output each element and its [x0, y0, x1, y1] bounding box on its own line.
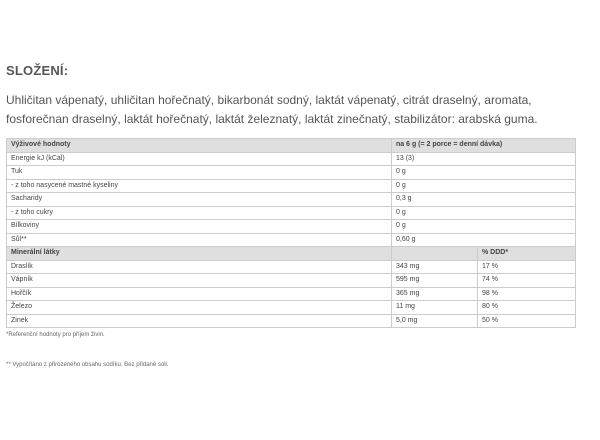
mineral-label-cell: Draslík: [7, 260, 392, 274]
minerals-row: [7, 314, 576, 328]
mineral-label-cell: Zinek: [7, 314, 392, 328]
nutrition-header-label: Výživové hodnoty: [7, 139, 392, 153]
footnote-reference-values: *Referenční hodnoty pro příjem živin.: [6, 332, 105, 338]
nutrition-label-cell: - z toho cukry: [7, 206, 392, 220]
footnote-salt: ** Vypočítáno z přirozeného obsahu sodíku. Bez přidané soli.: [6, 362, 169, 368]
mineral-ddd-cell: 74 %: [478, 274, 576, 288]
mineral-label-cell: Hořčík: [7, 287, 392, 301]
nutrition-value-cell: 0,3 g: [392, 193, 576, 207]
nutrition-label-cell: - z toho nasycené mastné kyseliny: [7, 179, 392, 193]
nutrition-table-body: [7, 139, 576, 328]
section-heading: SLOŽENÍ:: [6, 63, 69, 78]
nutrition-header-value: na 6 g (= 2 porce = denní dávka): [392, 139, 576, 153]
mineral-ddd-cell: 80 %: [478, 301, 576, 315]
mineral-amount-cell: 343 mg: [392, 260, 478, 274]
minerals-header-row: [7, 247, 576, 261]
nutrition-row: [7, 233, 576, 247]
nutrition-table: [6, 138, 576, 328]
nutrition-row: [7, 166, 576, 180]
mineral-ddd-cell: 50 %: [478, 314, 576, 328]
nutrition-row: [7, 206, 576, 220]
mineral-ddd-cell: 17 %: [478, 260, 576, 274]
nutrition-row: [7, 220, 576, 234]
mineral-amount-cell: 595 mg: [392, 274, 478, 288]
ingredients-text: Uhličitan vápenatý, uhličitan hořečnatý, bikarbonát sodný, laktát vápenatý, citrát draselný, aromata, fosforečnan draselný, laktát hořečnatý, laktát železnatý, laktát zinečnatý, stabilizátor: arabská guma.: [6, 93, 538, 126]
minerals-row: [7, 287, 576, 301]
mineral-ddd-cell: 98 %: [478, 287, 576, 301]
mineral-amount-cell: 11 mg: [392, 301, 478, 315]
nutrition-value-cell: 13 (3): [392, 152, 576, 166]
mineral-amount-cell: 5,0 mg: [392, 314, 478, 328]
nutrition-label-cell: Energie kJ (kCal): [7, 152, 392, 166]
minerals-header-amount: [392, 247, 478, 261]
minerals-row: [7, 274, 576, 288]
nutrition-label-cell: Sacharidy: [7, 193, 392, 207]
minerals-row: [7, 260, 576, 274]
nutrition-value-cell: 0 g: [392, 179, 576, 193]
minerals-header-ddd: % DDD*: [478, 247, 576, 261]
nutrition-label-cell: Tuk: [7, 166, 392, 180]
nutrition-row: [7, 179, 576, 193]
nutrition-value-cell: 0 g: [392, 206, 576, 220]
nutrition-row: [7, 193, 576, 207]
mineral-label-cell: Vápník: [7, 274, 392, 288]
nutrition-label-cell: Bílkoviny: [7, 220, 392, 234]
nutrition-row: [7, 152, 576, 166]
nutrition-value-cell: 0 g: [392, 166, 576, 180]
nutrition-value-cell: 0 g: [392, 220, 576, 234]
minerals-header-label: Minerální látky: [7, 247, 392, 261]
nutrition-label-cell: Sůl**: [7, 233, 392, 247]
mineral-label-cell: Železo: [7, 301, 392, 315]
nutrition-header-row: [7, 139, 576, 153]
minerals-row: [7, 301, 576, 315]
mineral-amount-cell: 365 mg: [392, 287, 478, 301]
nutrition-value-cell: 0,60 g: [392, 233, 576, 247]
